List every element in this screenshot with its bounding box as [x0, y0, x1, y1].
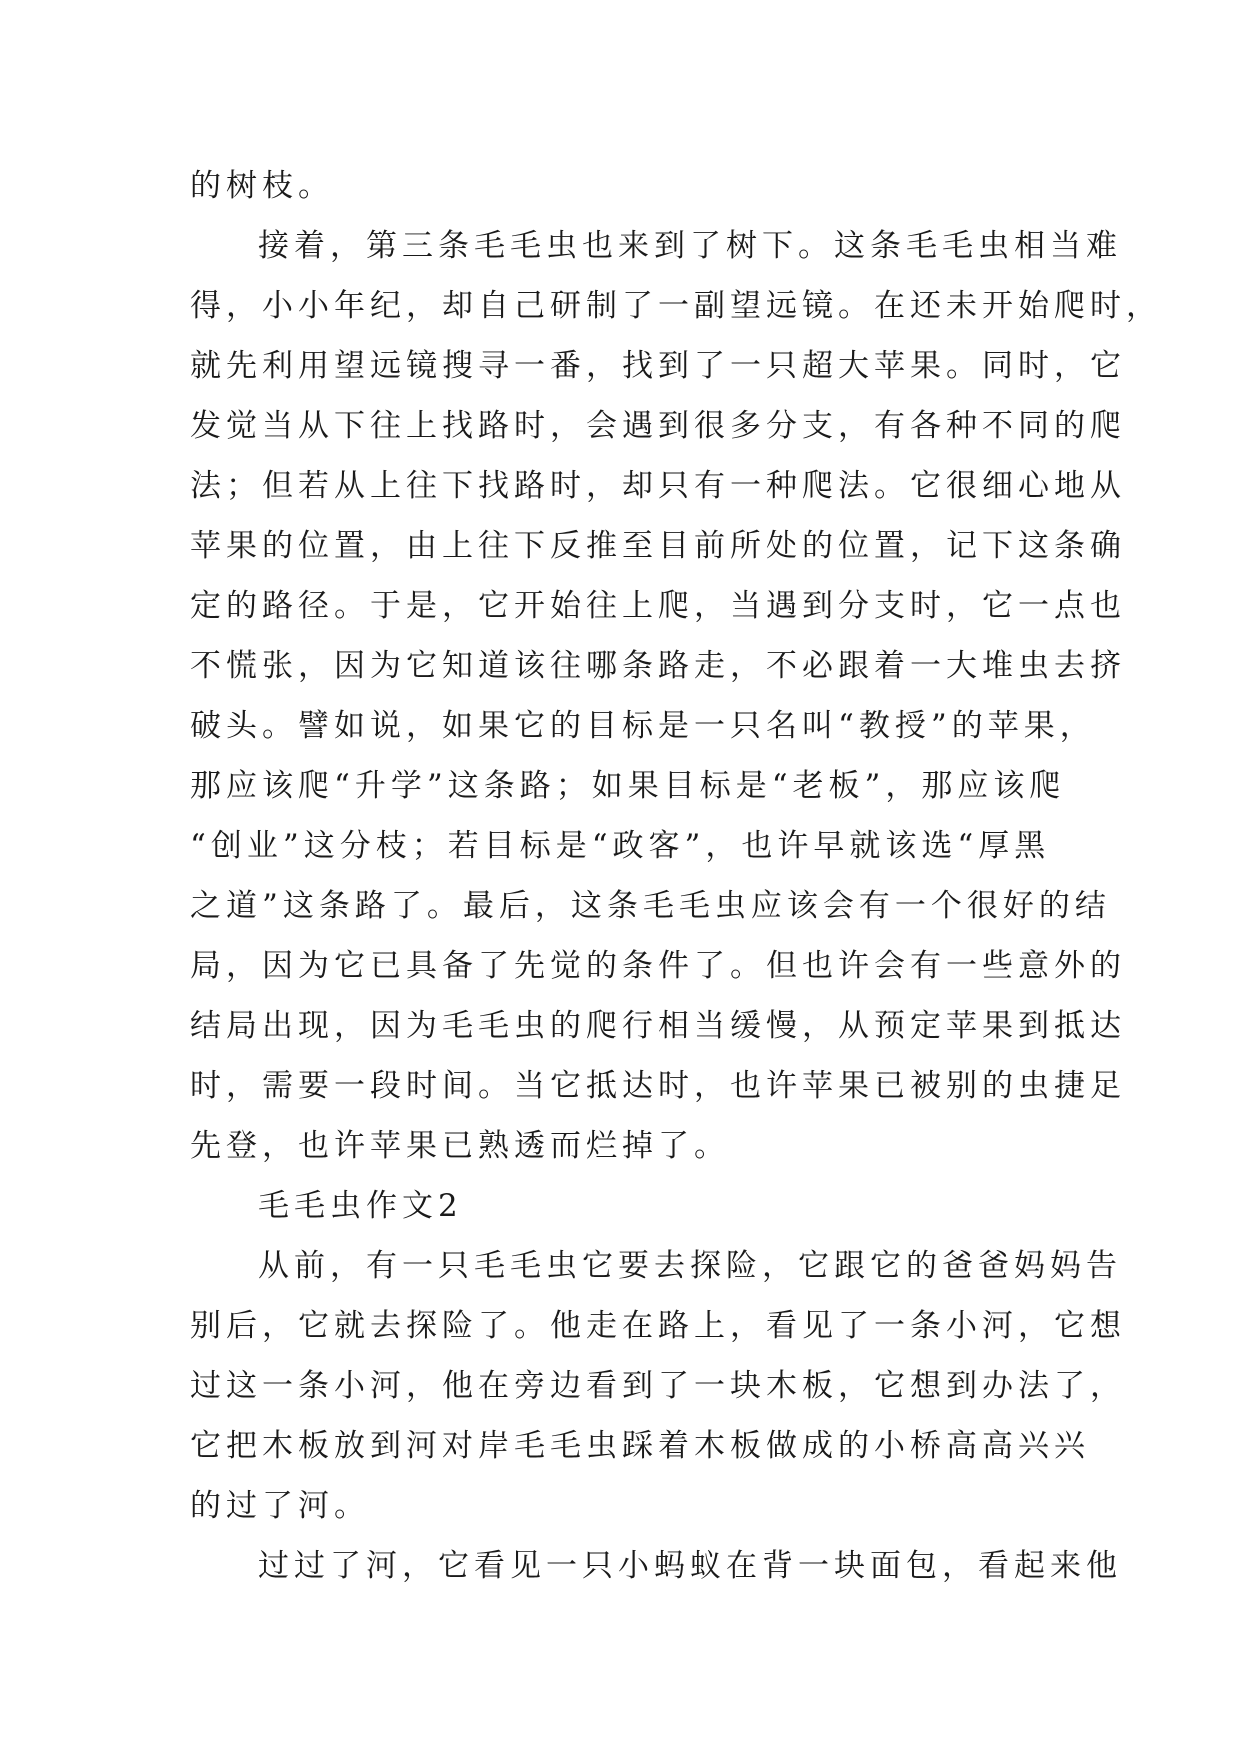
section-heading: 毛毛虫作文2 — [258, 1188, 463, 1224]
text-line: 从前，有一只毛毛虫它要去探险，它跟它的爸爸妈妈告 — [258, 1248, 1122, 1284]
text-line: 别后，它就去探险了。他走在路上，看见了一条小河，它想 — [190, 1308, 1126, 1344]
text-line: 先登，也许苹果已熟透而烂掉了。 — [190, 1128, 730, 1164]
text-line: 过过了河，它看见一只小蚂蚁在背一块面包，看起来他 — [258, 1548, 1122, 1584]
text-line: 得，小小年纪，却自己研制了一副望远镜。在还未开始爬时， — [190, 288, 1162, 324]
text-line: 它把木板放到河对岸毛毛虫踩着木板做成的小桥高高兴兴 — [190, 1428, 1090, 1464]
text-line: 定的路径。于是，它开始往上爬，当遇到分支时，它一点也 — [190, 588, 1126, 624]
text-line: 的树枝。 — [190, 168, 334, 204]
text-line: “创业”这分枝；若目标是“政客”，也许早就该选“厚黑 — [190, 828, 1051, 864]
text-line: 法；但若从上往下找路时，却只有一种爬法。它很细心地从 — [190, 468, 1126, 504]
text-line: 结局出现，因为毛毛虫的爬行相当缓慢，从预定苹果到抵达 — [190, 1008, 1126, 1044]
text-line: 破头。譬如说，如果它的目标是一只名叫“教授”的苹果， — [190, 708, 1096, 744]
text-line: 过这一条小河，他在旁边看到了一块木板，它想到办法了， — [190, 1368, 1126, 1404]
text-line: 苹果的位置，由上往下反推至目前所处的位置，记下这条确 — [190, 528, 1126, 564]
text-line: 的过了河。 — [190, 1488, 370, 1524]
body-text — [190, 156, 1162, 1596]
text-line: 发觉当从下往上找路时，会遇到很多分支，有各种不同的爬 — [190, 408, 1126, 444]
text-line: 不慌张，因为它知道该往哪条路走，不必跟着一大堆虫去挤 — [190, 648, 1126, 684]
text-line: 局，因为它已具备了先觉的条件了。但也许会有一些意外的 — [190, 948, 1126, 984]
text-line: 之道”这条路了。最后，这条毛毛虫应该会有一个很好的结 — [190, 888, 1111, 924]
text-line: 接着，第三条毛毛虫也来到了树下。这条毛毛虫相当难 — [258, 228, 1122, 264]
text-line: 那应该爬“升学”这条路；如果目标是“老板”，那应该爬 — [190, 768, 1066, 804]
text-line: 就先利用望远镜搜寻一番，找到了一只超大苹果。同时，它 — [190, 348, 1126, 384]
text-line: 时，需要一段时间。当它抵达时，也许苹果已被别的虫捷足 — [190, 1068, 1126, 1104]
